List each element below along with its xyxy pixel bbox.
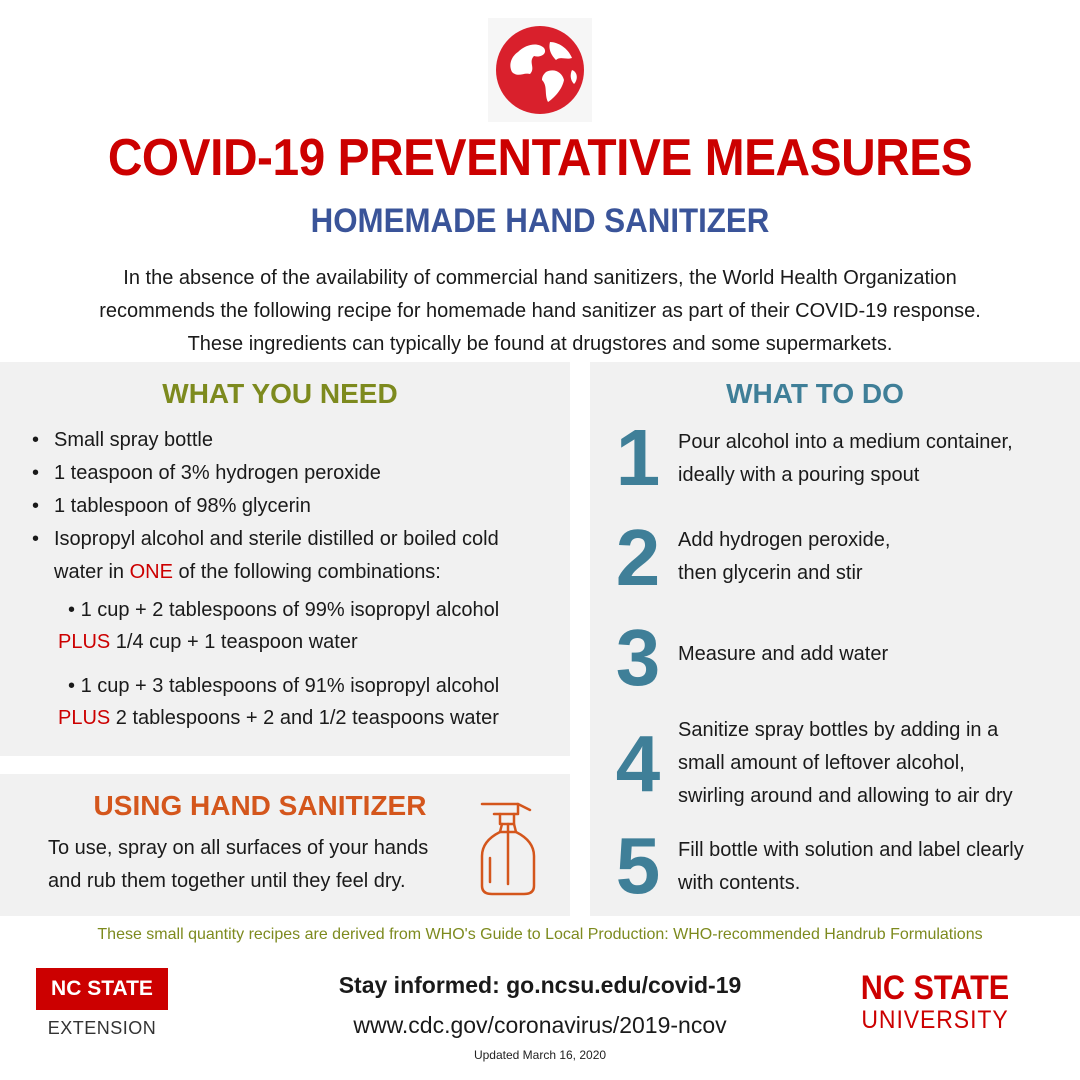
- list-item: • 1 teaspoon of 3% hydrogen peroxide: [32, 462, 381, 484]
- step-text: Sanitize spray bottles by adding in a small amount of leftover alcohol, swirling around and allowing to air dry: [678, 719, 1013, 807]
- ingredients-list: [30, 424, 560, 589]
- combo-item-plus: PLUS 1/4 cup + 1 teaspoon water: [58, 631, 358, 653]
- page-title: COVID-19 PREVENTATIVE MEASURES: [107, 129, 973, 187]
- step-text: Add hydrogen peroxide, then glycerin and stir: [678, 529, 891, 584]
- globe-icon: [488, 18, 592, 122]
- nc-state-extension-logo: NC STATE: [36, 968, 168, 1010]
- step-number: 1: [615, 413, 661, 502]
- source-note: These small quantity recipes are derived from WHO's Guide to Local Production: WHO-recommended Handrub Formulations: [97, 926, 983, 943]
- using-sanitizer-text: To use, spray on all surfaces of your hands and rub them together until they feel dry.: [48, 837, 429, 892]
- step-text: Measure and add water: [678, 643, 889, 665]
- using-sanitizer-heading: USING HAND SANITIZER: [93, 790, 427, 821]
- combo-item: • 1 cup + 2 tablespoons of 99% isopropyl alcohol: [68, 599, 500, 621]
- step-number: 3: [615, 613, 661, 702]
- intro-line: recommends the following recipe for homemade hand sanitizer as part of their COVID-19 response.: [99, 300, 981, 322]
- globe-icon-box: [488, 18, 592, 122]
- intro-paragraph: [40, 262, 1040, 361]
- step-number: 2: [615, 513, 661, 602]
- stay-informed-link[interactable]: Stay informed: go.ncsu.edu/covid-19: [338, 972, 742, 998]
- ncsu-logo-line2: UNIVERSITY: [861, 1006, 1009, 1034]
- step-number: 4: [615, 719, 661, 808]
- combo-item-plus: PLUS 2 tablespoons + 2 and 1/2 teaspoons water: [58, 707, 499, 729]
- intro-line: These ingredients can typically be found at drugstores and some supermarkets.: [187, 333, 893, 355]
- step-number: 5: [615, 821, 661, 910]
- what-to-do-heading: WHAT TO DO: [726, 378, 904, 409]
- step-text: Fill bottle with solution and label clearly with contents.: [678, 839, 1024, 894]
- what-you-need-heading: WHAT YOU NEED: [162, 378, 398, 409]
- step-text: Pour alcohol into a medium container, ideally with a pouring spout: [678, 431, 1013, 486]
- spray-bottle-icon-box: [470, 798, 550, 898]
- list-item: • Small spray bottle: [32, 429, 213, 451]
- list-item: • 1 tablespoon of 98% glycerin: [32, 495, 311, 517]
- updated-date: Updated March 16, 2020: [473, 1048, 607, 1062]
- emphasis-one: ONE: [129, 561, 173, 583]
- list-item: • Isopropyl alcohol and sterile distilled or boiled cold water in ONE of the following combinations:: [32, 528, 499, 583]
- intro-line: In the absence of the availability of commercial hand sanitizers, the World Health Organization: [123, 267, 957, 289]
- extension-label: EXTENSION: [47, 1018, 157, 1038]
- spray-bottle-icon: [470, 798, 550, 898]
- cdc-link[interactable]: www.cdc.gov/coronavirus/2019-ncov: [353, 1012, 727, 1038]
- ncsu-logo-line1: NC STATE: [860, 969, 1010, 1007]
- combo-item: • 1 cup + 3 tablespoons of 91% isopropyl alcohol: [68, 675, 500, 697]
- page-subtitle: HOMEMADE HAND SANITIZER: [310, 202, 770, 240]
